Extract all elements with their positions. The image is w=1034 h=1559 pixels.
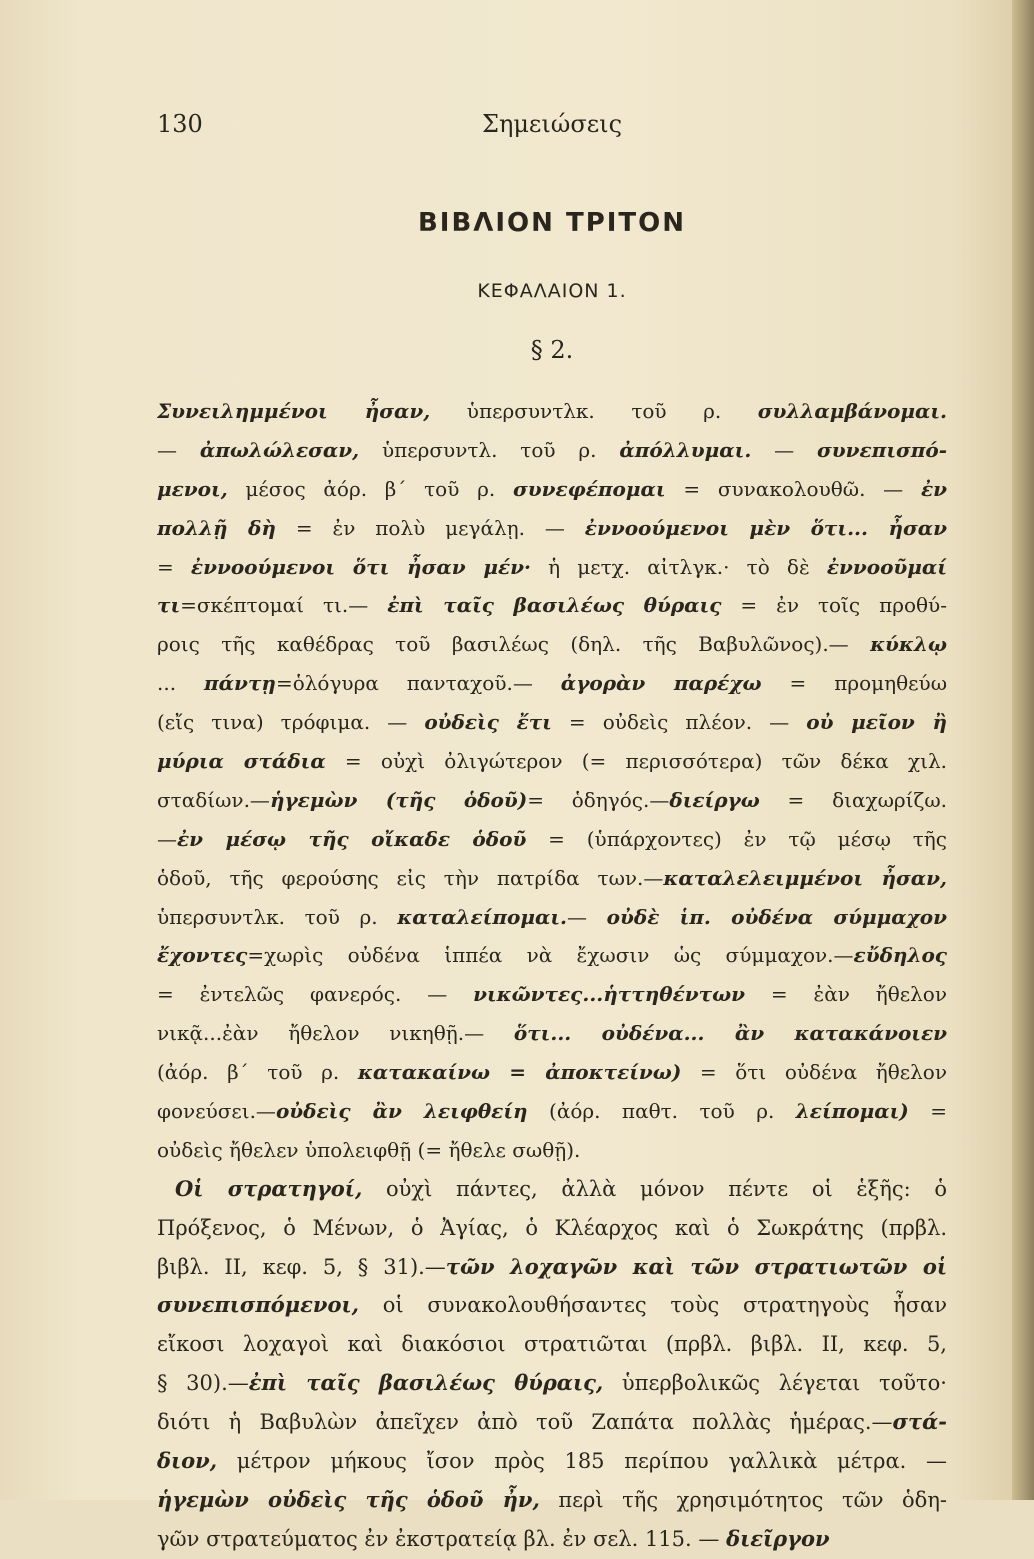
gloss: = συνακολουθῶ. —	[665, 476, 921, 501]
text-line	[157, 586, 947, 625]
page-number: 130	[157, 110, 203, 138]
text-line	[157, 1481, 947, 1520]
gloss: γῶν στρατεύματος ἐν ἐκστρατείᾳ βλ. ἐν σελ. 115. —	[157, 1526, 727, 1551]
term: μύρια στάδια	[157, 749, 326, 774]
term: διεῖργον	[726, 1525, 830, 1551]
term: οὐδὲ ἱπ. οὐδένα σύμμαχον	[606, 904, 947, 929]
text-line	[157, 975, 947, 1014]
text-line	[157, 431, 947, 470]
text-line	[157, 1403, 947, 1442]
gloss: —	[567, 904, 607, 929]
term: στά-	[892, 1409, 947, 1435]
term: ἐννοούμενοι μὲν ὅτι... ἦσαν	[584, 515, 947, 540]
term: Συνειλημμένοι ἦσαν,	[157, 399, 431, 423]
gloss: =χωρὶς οὐδένα ἱππέα νὰ ἔχωσιν ὡς σύμμαχον.—	[247, 943, 854, 968]
text-line	[157, 1248, 947, 1287]
gloss: = διαχωρίζω.	[759, 787, 947, 812]
term: ἀπόλλυμαι.	[619, 437, 752, 462]
gloss: Πρόξενος, ὁ Μένων, ὁ Ἀγίας, ὁ Κλέαρχος καὶ ὁ Σωκράτης (πρβλ.	[157, 1215, 947, 1240]
gloss: σταδίων.—	[157, 787, 270, 812]
term: οὐ μεῖον ἢ	[806, 710, 947, 735]
term: συνεπισπόμενοι,	[157, 1292, 359, 1318]
notes-body	[157, 392, 947, 1559]
text-line	[157, 820, 947, 859]
gloss: ἡ μετχ. αἰτλγκ.· τὸ δὲ	[530, 554, 827, 579]
page-edge	[1012, 0, 1034, 1500]
gloss: = προμηθεύω	[761, 671, 947, 696]
gloss: μέτρον μήκους ἴσον πρὸς 185 περίπου γαλλικὰ μέτρα. —	[217, 1449, 947, 1474]
section-mark: § 2.	[530, 336, 574, 364]
chapter-title: ΚΕΦΑΛΑΙΟΝ 1.	[477, 280, 627, 302]
text-line	[157, 1170, 947, 1209]
page-header	[157, 110, 947, 150]
text-line	[157, 509, 947, 548]
gloss: = οὐχὶ ὀλιγώτερον (= περισσότερα) τῶν δέκα χιλ.	[325, 749, 947, 774]
term: ἐπὶ ταῖς βασιλέως θύραις,	[248, 1370, 604, 1396]
gloss: = ἐὰν ἤθελον	[745, 982, 947, 1007]
gloss: (ἀόρ. β΄ τοῦ ρ.	[157, 1060, 358, 1085]
gloss: μέσος ἀόρ. β΄ τοῦ ρ.	[227, 476, 513, 501]
term: ἐν μέσῳ τῆς οἴκαδε ὁδοῦ	[177, 826, 527, 851]
term: κατακαίνω = ἀποκτείνω)	[357, 1060, 682, 1085]
term: διον,	[157, 1448, 218, 1474]
text-line	[157, 625, 947, 664]
text-line	[157, 1209, 947, 1248]
gloss: —	[751, 437, 818, 462]
term: νικῶντες...ἡττηθέντων	[473, 982, 745, 1007]
gloss: § 30).—	[157, 1371, 249, 1396]
text-line	[157, 859, 947, 898]
text-line	[157, 1014, 947, 1053]
term: οὐδεὶς ἂν λειφθείη	[275, 1099, 528, 1124]
term: ἡγεμὼν οὐδεὶς τῆς ὁδοῦ ἦν,	[157, 1486, 540, 1512]
text-line	[157, 1053, 947, 1092]
term: ἐν	[920, 476, 947, 501]
term: λείπομαι)	[795, 1099, 909, 1124]
term: συνεφέπομαι	[512, 476, 666, 501]
gloss: =	[908, 1099, 947, 1124]
term: κύκλῳ	[870, 632, 947, 657]
text-line	[157, 703, 947, 742]
gloss: βιβλ. ΙΙ, κεφ. 5, § 31).—	[157, 1254, 446, 1279]
text-line	[157, 548, 947, 587]
text-line	[157, 1325, 947, 1364]
term: τι	[157, 593, 181, 618]
term: πολλῇ δὴ	[157, 515, 276, 540]
gloss: = ὁδηγός.—	[527, 787, 670, 812]
gloss: =ὁλόγυρα πανταχοῦ.—	[275, 671, 561, 696]
gloss: = ἐν πολὺ μεγάλῃ. —	[275, 515, 585, 540]
gloss: οἱ συνακολουθήσαντες τοὺς στρατηγοὺς ἦσαν	[358, 1293, 947, 1318]
term: Οἱ στρατηγοί,	[175, 1175, 363, 1201]
text-line	[157, 392, 947, 431]
text-line	[157, 936, 947, 975]
gloss: ὑπερσυντλκ. τοῦ ρ.	[157, 904, 398, 929]
gloss: = (ὑπάρχοντες) ἐν τῷ μέσῳ τῆς	[526, 826, 947, 851]
gloss: = ὅτι οὐδένα ἤθελον	[681, 1060, 947, 1085]
text-line	[157, 781, 947, 820]
text-line	[157, 1520, 947, 1559]
gloss: —	[157, 437, 200, 462]
running-title: Σημειώσεις	[481, 110, 623, 138]
term: συνεπισπό-	[817, 437, 947, 462]
gloss: (εἴς τινα) τρόφιμα. —	[157, 710, 425, 735]
gloss: ὁδοῦ, τῆς φερούσης εἰς τὴν πατρίδα των.—	[157, 865, 664, 890]
term: ἀπωλώλεσαν,	[199, 437, 360, 462]
text-line	[157, 1442, 947, 1481]
text-line	[157, 664, 947, 703]
term: ἀγορὰν παρέχω	[560, 671, 762, 696]
text-line	[157, 470, 947, 509]
term: μενοι,	[157, 476, 228, 501]
term: διείργω	[669, 787, 760, 812]
term: πάντῃ	[204, 671, 276, 696]
term: ὅτι... οὐδένα... ἂν κατακάνοιεν	[513, 1021, 947, 1046]
gloss: εἴκοσι λοχαγοὶ καὶ διακόσιοι στρατιῶται (πρβλ. βιβλ. ΙΙ, κεφ. 5,	[157, 1332, 947, 1357]
gloss: διότι ἡ Βαβυλὼν ἀπεῖχεν ἀπὸ τοῦ Ζαπάτα πολλὰς ἡμέρας.—	[157, 1410, 893, 1435]
term: καταλελειμμένοι ἦσαν,	[663, 865, 947, 890]
gloss: = ἐν τοῖς προθύ-	[721, 593, 947, 618]
gloss: —	[157, 826, 177, 851]
gloss: ...	[157, 671, 205, 696]
term: οὐδεὶς ἔτι	[424, 710, 552, 735]
term: ἐννοοῦμαί	[826, 554, 947, 579]
term: συλλαμβάνομαι.	[757, 399, 947, 423]
text-line	[157, 1131, 947, 1170]
text-line	[157, 1364, 947, 1403]
text-line	[157, 1092, 947, 1131]
gloss: ὑπερβολικῶς λέγεται τοῦτο·	[603, 1371, 947, 1396]
gloss: =	[157, 554, 191, 579]
term: εὔδηλος	[853, 943, 947, 968]
text-line	[157, 1286, 947, 1325]
term: ἡγεμὼν (τῆς ὁδοῦ)	[269, 787, 528, 812]
gloss: =σκέπτομαί τι.—	[180, 593, 388, 618]
text-line	[157, 742, 947, 781]
gloss: νικᾷ...ἐὰν ἤθελον νικηθῇ.—	[157, 1021, 514, 1046]
gloss: ροις τῆς καθέδρας τοῦ βασιλέως (δηλ. τῆς Βαβυλῶνος).—	[157, 632, 871, 657]
gloss: = ἐντελῶς φανερός. —	[157, 982, 474, 1007]
gloss: (ἀόρ. παθτ. τοῦ ρ.	[527, 1099, 796, 1124]
gloss: οὐχὶ πάντες, ἀλλὰ μόνον πέντε οἱ ἑξῆς: ὁ	[362, 1176, 947, 1201]
gloss: ὑπερσυντλκ. τοῦ ρ.	[430, 399, 758, 423]
gloss: περὶ τῆς χρησιμότητος τῶν ὁδη-	[539, 1487, 947, 1512]
gloss: = οὐδεὶς πλέον. —	[551, 710, 807, 735]
term: ἐννοούμενοι ὅτι ἦσαν μέν·	[190, 554, 531, 579]
term: ἔχοντες	[157, 943, 248, 968]
gloss: οὐδεὶς ἤθελεν ὑπολειφθῇ (= ἤθελε σωθῇ).	[157, 1137, 581, 1162]
text-line	[157, 898, 947, 937]
book-title: ΒΙΒΛΙΟΝ ΤΡΙΤΟΝ	[417, 208, 687, 238]
gloss: ὑπερσυντλ. τοῦ ρ.	[359, 437, 620, 462]
gloss: φονεύσει.—	[157, 1099, 276, 1124]
term: καταλείπομαι.	[397, 904, 568, 929]
term: ἐπὶ ταῖς βασιλέως θύραις	[387, 593, 722, 618]
term: τῶν λοχαγῶν καὶ τῶν στρατιωτῶν οἱ	[445, 1253, 947, 1279]
